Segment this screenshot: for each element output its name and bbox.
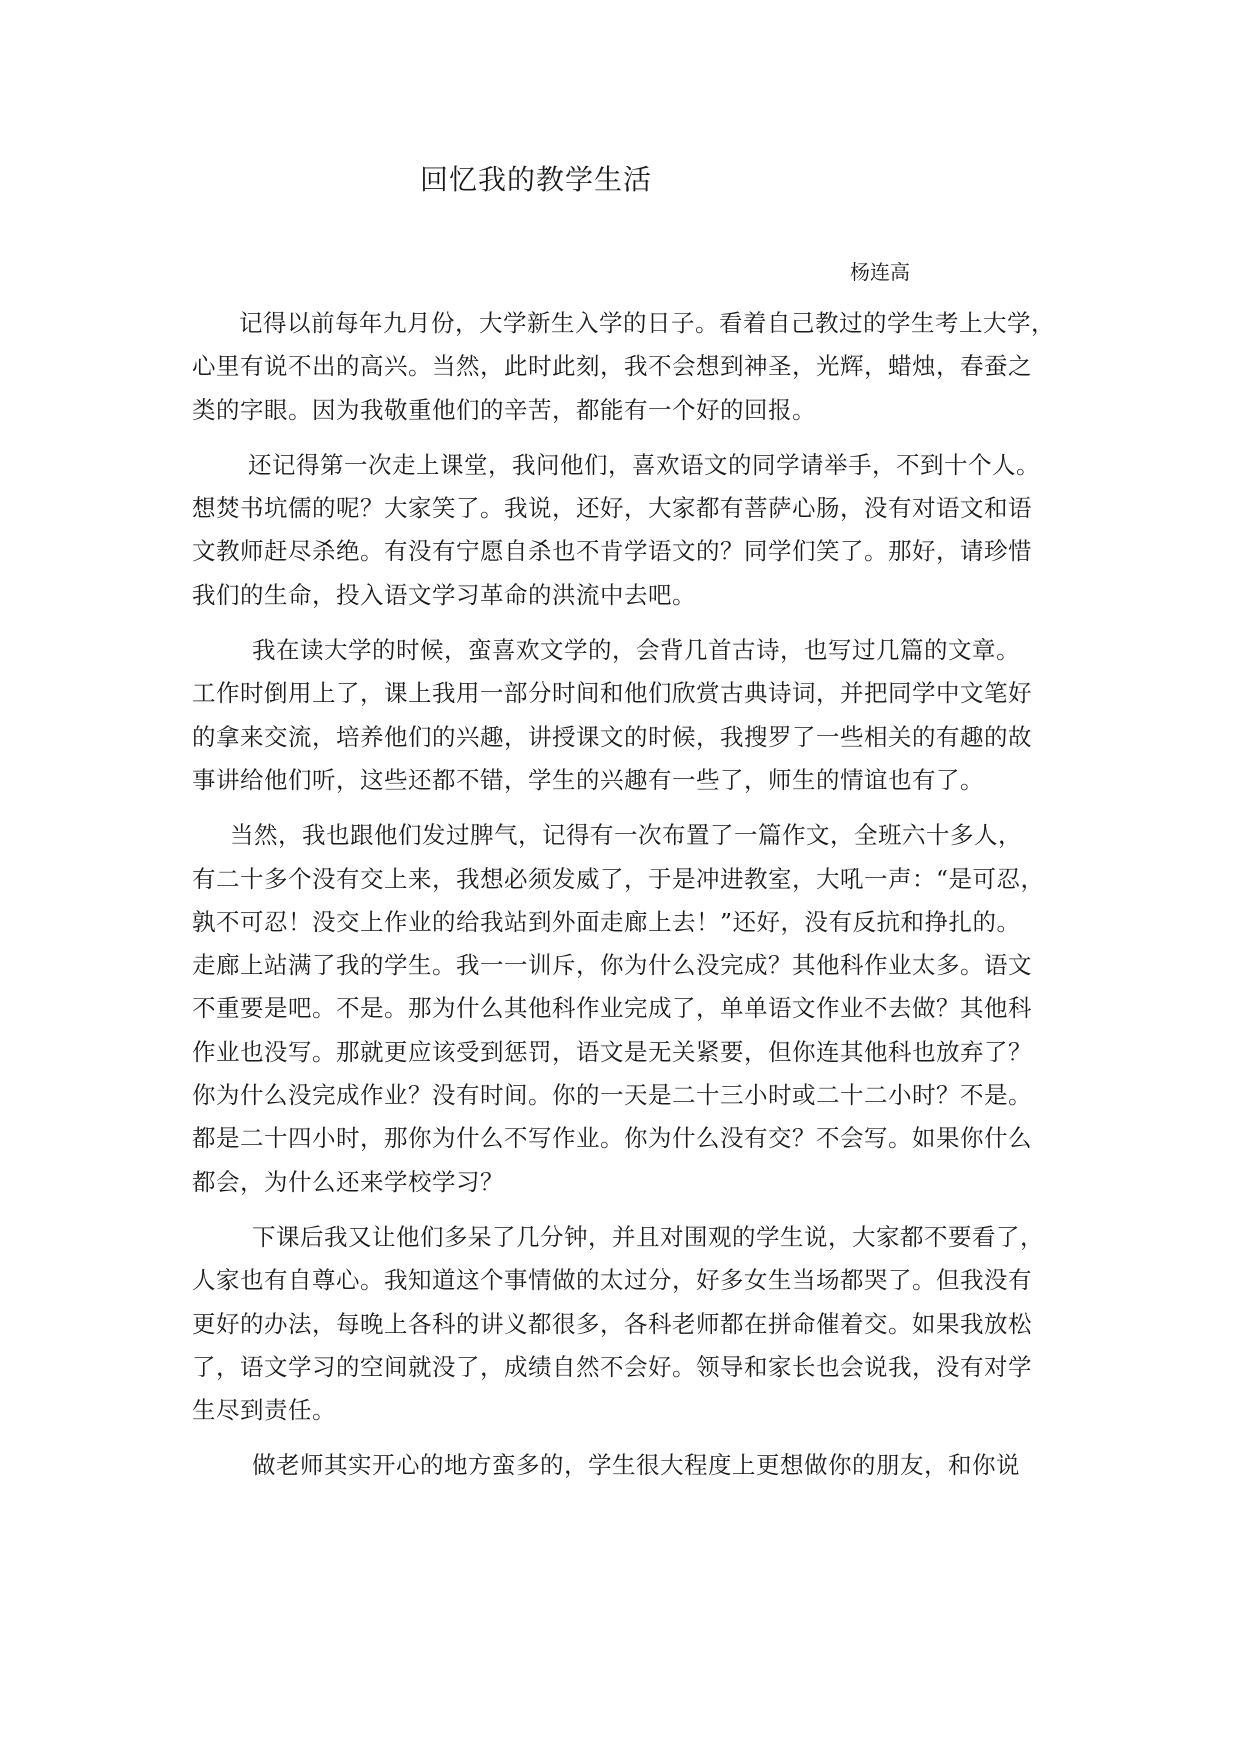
text-line: 有二十多个没有交上来，我想必须发威了，于是冲进教室，大吼一声：“是可忍， <box>192 864 1045 893</box>
author-name: 杨连高 <box>850 260 910 284</box>
text-line: 工作时倒用上了，课上我用一部分时间和他们欣赏古典诗词，并把同学中文笔好 <box>192 679 1032 708</box>
text-line: 做老师其实开心的地方蛮多的，学生很大程度上更想做你的朋友，和你说 <box>252 1451 1020 1480</box>
document-body <box>192 302 1072 1488</box>
text-line: 作业也没写。那就更应该受到惩罚，语文是无关紧要，但你连其他科也放弃了？ <box>192 1037 1032 1066</box>
text-line: 类的字眼。因为我敬重他们的辛苦，都能有一个好的回报。 <box>192 395 816 424</box>
paragraph <box>192 1216 1072 1432</box>
text-line: 不重要是吧。不是。那为什么其他科作业完成了，单单语文作业不去做？其他科 <box>192 994 1032 1023</box>
paragraph <box>192 1444 1072 1487</box>
text-line: 我们的生命，投入语文学习革命的洪流中去吧。 <box>192 580 696 609</box>
paragraph <box>192 814 1072 1204</box>
text-line: 想焚书坑儒的呢？大家笑了。我说，还好，大家都有菩萨心肠，没有对语文和语 <box>192 494 1032 523</box>
text-line: 孰不可忍！没交上作业的给我站到外面走廊上去！”还好，没有反抗和挣扎的。 <box>192 907 1021 936</box>
text-line: 还记得第一次走上课堂，我问他们，喜欢语文的同学请举手，不到十个人。 <box>248 450 1040 479</box>
paragraph <box>192 302 1072 432</box>
text-line: 你为什么没完成作业？没有时间。你的一天是二十三小时或二十二小时？不是。 <box>192 1081 1032 1110</box>
text-line: 我在读大学的时候，蛮喜欢文学的，会背几首古诗，也写过几篇的文章。 <box>252 636 1020 665</box>
text-line: 生尽到责任。 <box>192 1396 336 1425</box>
text-line: 事讲给他们听，这些还都不错，学生的兴趣有一些了，师生的情谊也有了。 <box>192 765 984 794</box>
text-line: 的拿来交流，培养他们的兴趣，讲授课文的时候，我搜罗了一些相关的有趣的故 <box>192 722 1032 751</box>
text-line: 下课后我又让他们多呆了几分钟，并且对围观的学生说，大家都不要看了， <box>252 1222 1044 1251</box>
text-line: 文教师赶尽杀绝。有没有宁愿自杀也不肯学语文的？同学们笑了。那好，请珍惜 <box>192 537 1032 566</box>
text-line: 人家也有自尊心。我知道这个事情做的太过分，好多女生当场都哭了。但我没有 <box>192 1266 1032 1295</box>
paragraph <box>192 444 1072 617</box>
text-line: 当然，我也跟他们发过脾气，记得有一次布置了一篇作文，全班六十多人， <box>230 821 1022 850</box>
text-line: 记得以前每年九月份，大学新生入学的日子。看着自己教过的学生考上大学， <box>239 309 1055 337</box>
text-line: 了，语文学习的空间就没了，成绩自然不会好。领导和家长也会说我，没有对学 <box>192 1352 1032 1381</box>
text-line: 心里有说不出的高兴。当然，此时此刻，我不会想到神圣，光辉，蜡烛，春蚕之 <box>192 352 1032 381</box>
paragraph <box>192 629 1072 802</box>
text-line: 都是二十四小时，那你为什么不写作业。你为什么没有交？不会写。如果你什么 <box>192 1124 1032 1153</box>
text-line: 都会，为什么还来学校学习？ <box>192 1167 504 1196</box>
text-line: 走廊上站满了我的学生。我一一训斥，你为什么没完成？其他科作业太多。语文 <box>192 951 1032 980</box>
document-title: 回忆我的教学生活 <box>420 163 653 196</box>
text-line: 更好的办法，每晚上各科的讲义都很多，各科老师都在拼命催着交。如果我放松 <box>192 1309 1032 1338</box>
